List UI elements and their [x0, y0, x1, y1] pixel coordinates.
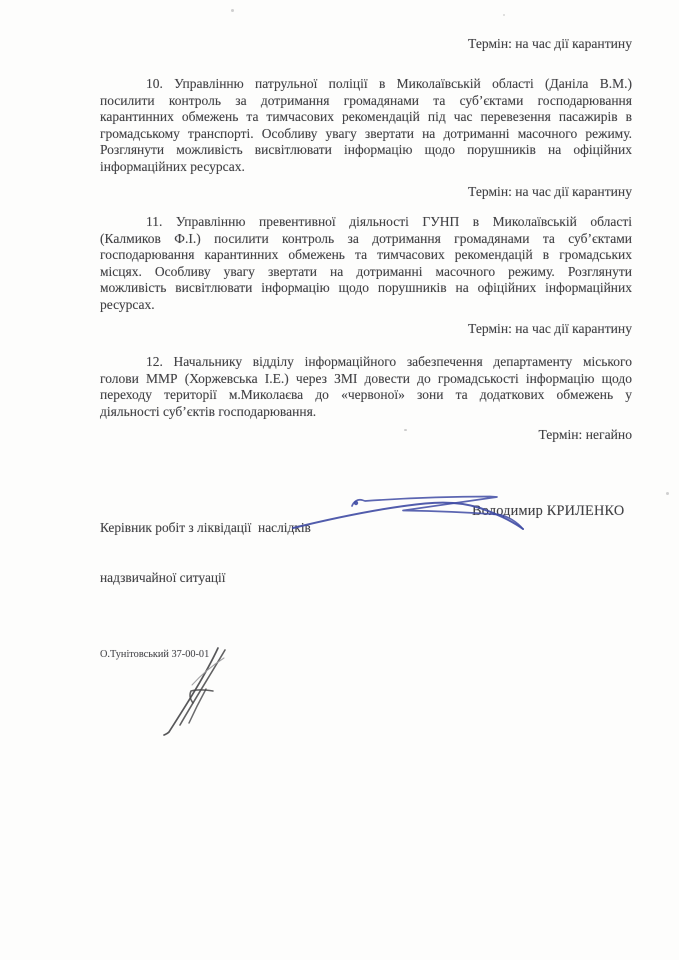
- scan-speck: [231, 9, 234, 12]
- paragraph-12-line: голови ММР (Хоржевська І.Е.) через ЗМІ довести до громадськості інформацію щодо: [100, 370, 632, 386]
- paragraph-10: [100, 76, 632, 176]
- term-line-quarantine-2: Термін: на час дії карантину: [468, 184, 632, 199]
- paragraph-11-line: можливість висвітлювати інформацію щодо порушників на офіційних інформаційних: [100, 280, 632, 296]
- term-line-immediate: Термін: негайно: [538, 427, 632, 442]
- document-body: [100, 0, 632, 960]
- paragraph-11-line: господарювання карантинних обмежень та тимчасових рекомендацій в громадських: [100, 247, 632, 263]
- paragraph-12-line: 12. Начальнику відділу інформаційного забезпечення департаменту міського: [146, 354, 632, 369]
- scan-speck: [503, 14, 505, 16]
- signature-role-line-2: надзвичайної ситуації: [100, 569, 226, 585]
- paragraph-12: [100, 354, 632, 420]
- paragraph-10-line: Розглянути можливість висвітлювати інформацію щодо порушників на офіційних: [100, 142, 632, 158]
- paragraph-11: [100, 214, 632, 314]
- scan-speck: [666, 492, 669, 495]
- signature-role-line-1: Керівник робіт з ліквідації наслідків: [100, 519, 311, 535]
- term-line-quarantine-1: Термін: на час дії карантину: [468, 36, 632, 51]
- paragraph-11-line: 11. Управлінню превентивної діяльності ГУНП в Миколаївській області: [146, 214, 632, 229]
- paragraph-10-line: інформаційних ресурсах.: [100, 158, 245, 174]
- paragraph-12-line: переходу території м.Миколаєва до «червоної» зони та додаткових обмежень у: [100, 387, 632, 403]
- paragraph-10-line: громадському транспорті. Особливу увагу звертати на дотриманні масочного режиму.: [100, 125, 632, 141]
- paragraph-10-line: посилити контроль за дотримання громадянами та суб’єктами господарювання: [100, 92, 632, 108]
- executor-reference: О.Тунітовський 37-00-01: [100, 649, 210, 660]
- signature-name: Володимир КРИЛЕНКО: [472, 503, 625, 519]
- term-line-quarantine-3: Термін: на час дії карантину: [468, 321, 632, 336]
- paragraph-12-line: діяльності суб’єктів господарювання.: [100, 403, 317, 419]
- paragraph-11-line: (Калмиков Ф.І.) посилити контроль за дотримання громадянами та суб’єктами: [100, 230, 632, 246]
- paragraph-10-line: карантинних обмежень та тимчасових рекомендацій під час перевезення пасажирів в: [100, 109, 632, 125]
- paragraph-10-line: 10. Управлінню патрульної поліції в Миколаївській області (Даніла В.М.): [146, 76, 632, 91]
- scan-speck: [404, 429, 407, 431]
- paragraph-11-line: місцях. Особливу увагу звертати на дотриманні масочного режиму. Розглянути: [100, 263, 632, 279]
- paragraph-11-line: ресурсах.: [100, 296, 155, 312]
